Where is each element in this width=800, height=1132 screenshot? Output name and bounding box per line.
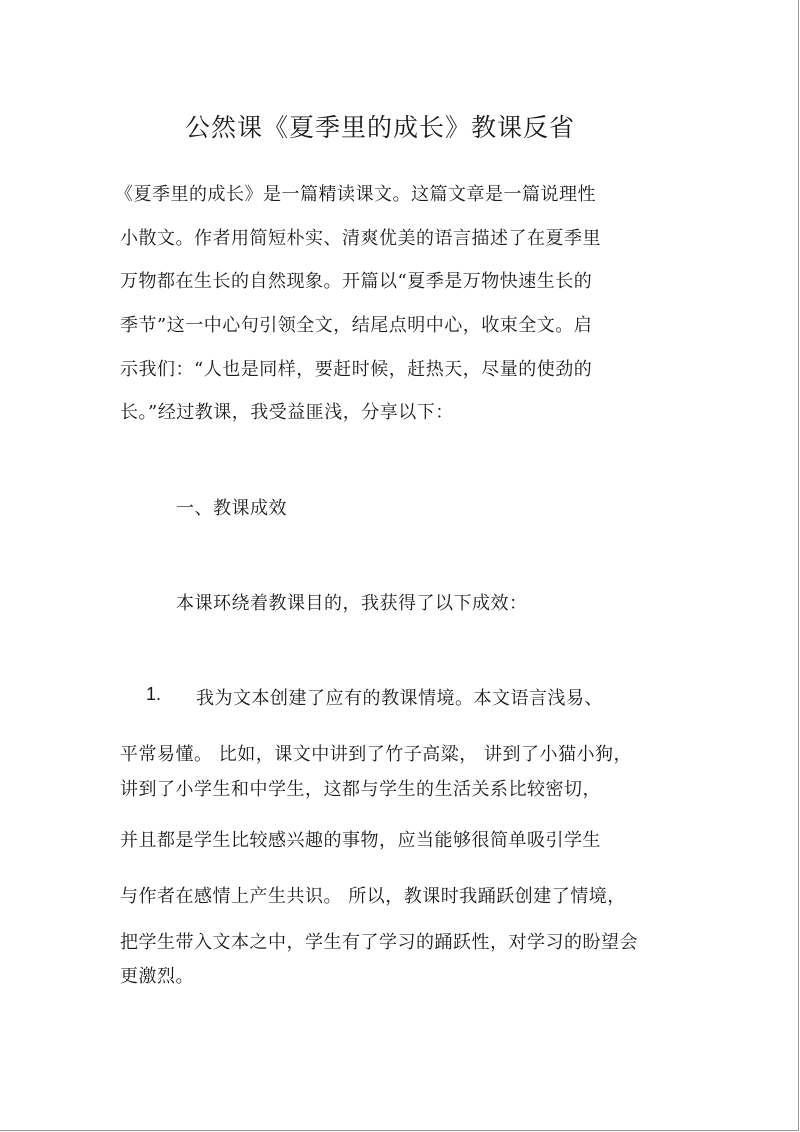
intro-line: 示我们：“人也是同样，要赶时候，赶热天，尽量的使劲的 (120, 359, 593, 380)
item-line: 我为文本创建了应有的教课情境。本文语言浅易、 (196, 688, 603, 709)
item-line: 把学生带入文本之中，学生有了学习的踊跃性，对学习的盼望会 (120, 932, 638, 953)
section-heading: 一、教课成效 (176, 498, 287, 519)
item-line: 并且都是学生比较感兴趣的事物，应当能够很简单吸引学生 (120, 830, 601, 851)
intro-line: 季节”这一中心句引领全文，结尾点明中心，收束全文。启 (120, 315, 593, 336)
document-title: 公然课《夏季里的成长》教课反省 (184, 113, 575, 142)
item-line: 与作者在感情上产生共识。 所以，教课时我踊跃创建了情境， (120, 886, 626, 907)
intro-line: 《夏季里的成长》是一篇精读课文。这篇文章是一篇说理性 (115, 184, 596, 205)
item-line: 平常易懂。 比如，课文中讲到了竹子高粱， 讲到了小猫小狗， (120, 744, 632, 765)
intro-line: 万物都在生长的自然现象。开篇以“夏季是万物快速生长的 (120, 271, 593, 292)
item-line: 更激烈。 (120, 966, 194, 987)
intro-line: 长。”经过教课，我受益匪浅，分享以下： (120, 402, 454, 423)
item-number: 1. (146, 684, 162, 704)
intro-line: 小散文。作者用简短朴实、清爽优美的语言描述了在夏季里 (120, 228, 601, 249)
section-intro: 本课环绕着教课目的，我获得了以下成效： (176, 593, 528, 614)
item-line: 讲到了小学生和中学生，这都与学生的生活关系比较密切， (120, 779, 601, 800)
